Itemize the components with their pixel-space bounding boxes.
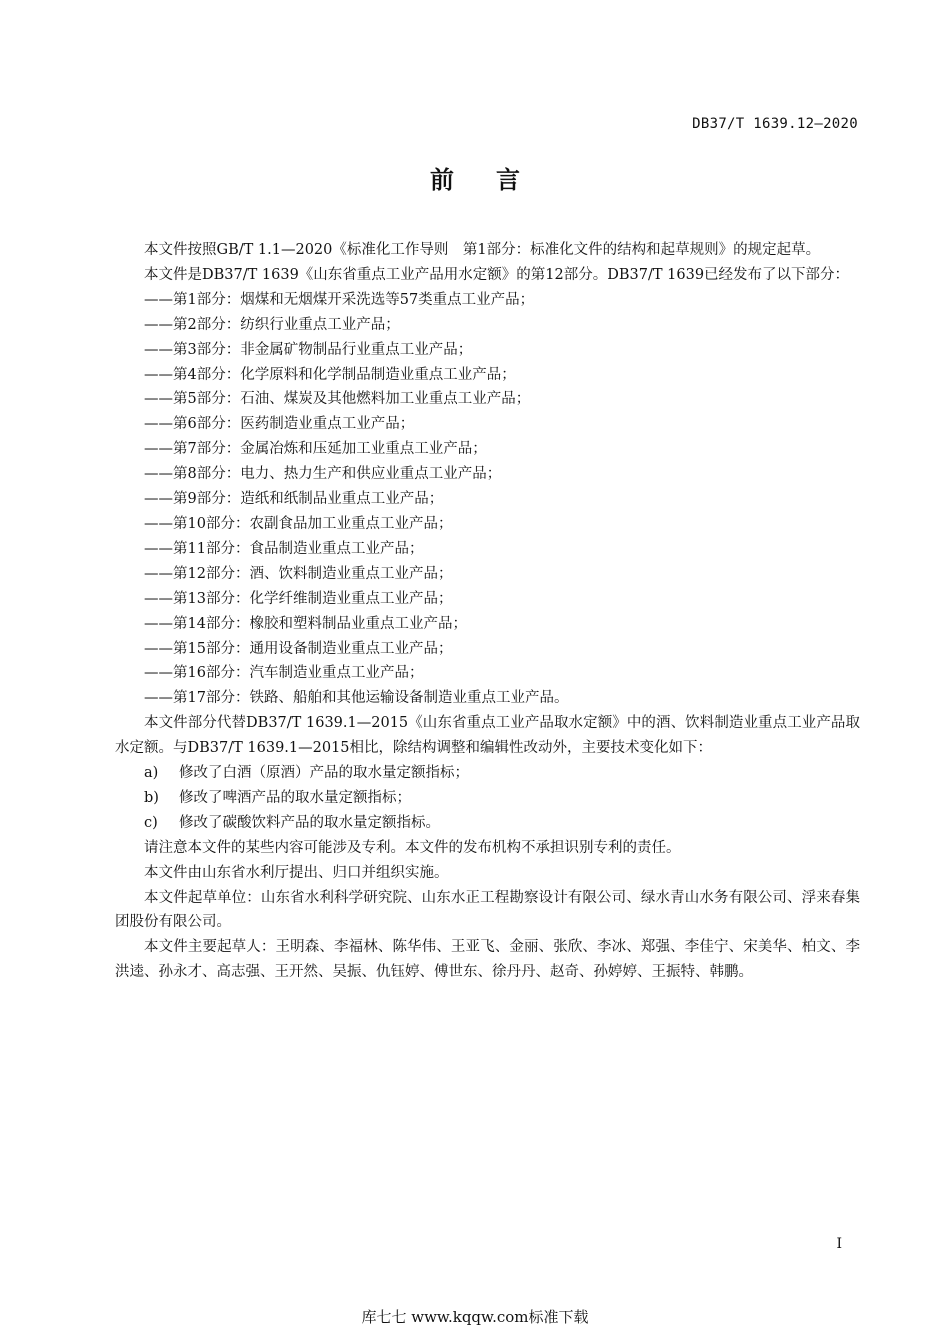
drafting-units: 本文件起草单位：山东省水利科学研究院、山东水正工程勘察设计有限公司、绿水青山水务有限公司、浮来春集团股份有限公司。 <box>115 889 860 931</box>
change-item <box>115 786 860 811</box>
page-title: 前言 <box>430 166 562 194</box>
change-text: 修改了碳酸饮料产品的取水量定额指标。 <box>179 814 440 831</box>
list-item: ——第8部分：电力、热力生产和供应业重点工业产品； <box>144 466 502 483</box>
list-item: ——第15部分：通用设备制造业重点工业产品； <box>144 640 453 657</box>
list-item: ——第13部分：化学纤维制造业重点工业产品； <box>144 590 453 607</box>
page-number: I <box>836 1236 842 1252</box>
proposer-paragraph: 本文件由山东省水利厅提出、归口并组织实施。 <box>144 864 449 881</box>
change-text: 修改了啤酒产品的取水量定额指标； <box>179 789 411 806</box>
list-item: ——第3部分：非金属矿物制品行业重点工业产品； <box>144 341 473 358</box>
replacement-paragraph: 本文件部分代替DB37/T 1639.1—2015《山东省重点工业产品取水定额》中的酒、饮料制造业重点工业产品取水定额。与DB37/T 1639.1—2015相比，除结构调整和编辑性改动外，主要技术变化如下： <box>115 715 860 757</box>
list-item: ——第17部分：铁路、船舶和其他运输设备制造业重点工业产品。 <box>144 690 569 707</box>
list-item: ——第2部分：纺织行业重点工业产品； <box>144 316 400 333</box>
change-label: c) <box>144 814 158 831</box>
list-item: ——第5部分：石油、煤炭及其他燃料加工业重点工业产品； <box>144 391 531 408</box>
list-item: ——第7部分：金属冶炼和压延加工业重点工业产品； <box>144 441 487 458</box>
drafters: 本文件主要起草人：王明森、李福林、陈华伟、王亚飞、金丽、张欣、李冰、郑强、李佳宁、宋美华、柏文、李洪逵、孙永才、高志强、王开然、吴振、仇钰婷、傅世东、徐丹丹、赵奇、孙婷婷、王振特、韩鹏。 <box>115 939 860 981</box>
change-text: 修改了白酒（原酒）产品的取水量定额指标； <box>179 765 469 782</box>
intro-paragraph: 本文件按照GB/T 1.1—2020《标准化工作导则 第1部分：标准化文件的结构和起草规则》的规定起草。 <box>144 242 821 258</box>
list-item: ——第6部分：医药制造业重点工业产品； <box>144 416 415 433</box>
list-item: ——第11部分：食品制造业重点工业产品； <box>144 540 424 557</box>
change-label: b) <box>144 789 159 806</box>
footer-watermark: 库七七 www.kqqw.com标准下载 <box>361 1308 589 1326</box>
change-item <box>115 761 860 786</box>
list-item: ——第10部分：农副食品加工业重点工业产品； <box>144 515 453 532</box>
list-item: ——第9部分：造纸和纸制品业重点工业产品； <box>144 491 444 508</box>
list-item: ——第12部分：酒、饮料制造业重点工业产品； <box>144 565 453 582</box>
list-item: ——第14部分：橡胶和塑料制品业重点工业产品； <box>144 615 467 632</box>
list-item: ——第16部分：汽车制造业重点工业产品； <box>144 665 424 682</box>
list-item: ——第1部分：烟煤和无烟煤开采洗选等57类重点工业产品； <box>144 291 535 308</box>
list-item: ——第4部分：化学原料和化学制品制造业重点工业产品； <box>144 366 516 383</box>
foreword-body <box>115 238 860 985</box>
change-item <box>115 811 860 836</box>
document-code: DB37/T 1639.12—2020 <box>692 116 858 132</box>
patent-notice: 请注意本文件的某些内容可能涉及专利。本文件的发布机构不承担识别专利的责任。 <box>144 839 681 856</box>
intro-paragraph: 本文件是DB37/T 1639《山东省重点工业产品用水定额》的第12部分。DB37/T 1639已经发布了以下部分： <box>144 266 850 283</box>
change-label: a) <box>144 765 159 782</box>
